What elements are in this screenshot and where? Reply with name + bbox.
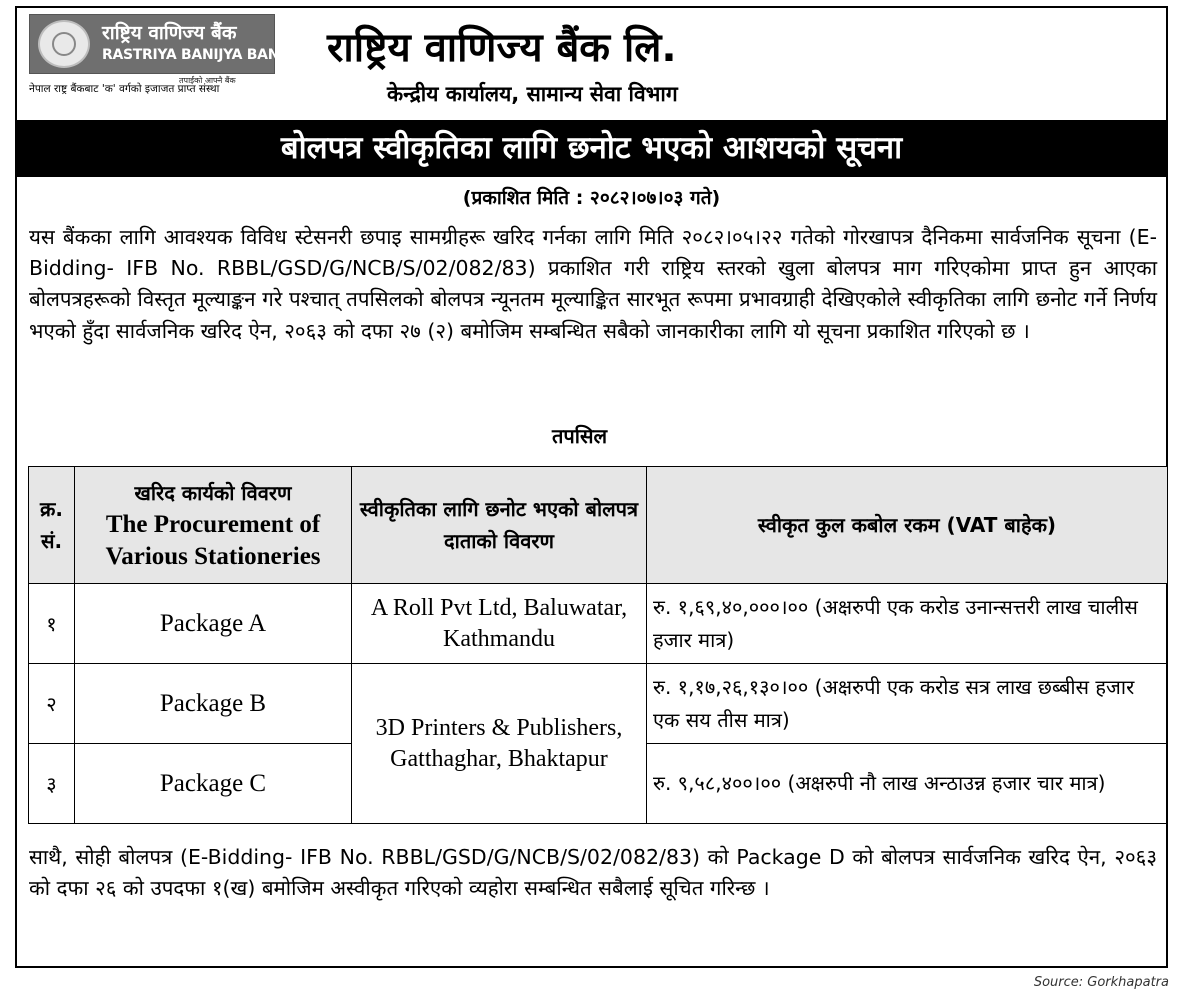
row-amount: रु. १,१७,२६,१३०।०० (अक्षरुपी एक करोड सत्र लाख छब्बीस हजार एक सय तीस मात्र)	[647, 664, 1168, 744]
logo-motto: तपाईंको आफ्नै बैंक	[179, 76, 236, 85]
bank-name: राष्ट्रिय वाणिज्य बैंक लि.	[327, 25, 677, 71]
row-amount: रु. ९,५८,४००।०० (अक्षरुपी नौ लाख अन्ठाउन्न हजार चार मात्र)	[647, 744, 1168, 824]
row-amount: रु. १,६९,४०,०००।०० (अक्षरुपी एक करोड उनान्सत्तरी लाख चालीस हजार मात्र)	[647, 584, 1168, 664]
notice-body: यस बैंकका लागि आवश्यक विविध स्टेसनरी छपाइ सामग्रीहरू खरिद गर्नका लागि मिति २०८२।०५।२२ गतेको गोरखापत्र दैनिकमा सार्वजनिक सूचना (E-Bidding- IFB No. RBBL/GSD/G/NCB/S/02/082/83) प्रकाशित गरी राष्ट्रिय स्तरको खुला बोलपत्र माग गरिएकोमा प्राप्त हुन आएका बोलपत्रहरूको विस्तृत मूल्याङ्कन गरे पश्चात् तपसिलको बोलपत्र न्यूनतम मूल्याङ्कित सारभूत रूपमा प्रभावग्राही देखिएकोले स्वीकृतिका लागि छनोट गर्ने निर्णय भएको हुँदा सार्वजनिक खरिद ऐन, २०६३ को दफा २७ (२) बमोजिम सम्बन्धित सबैको जानकारीका लागि यो सूचना प्रकाशित गरिएको छ ।	[29, 225, 1157, 343]
header-description-en: The Procurement of Various Stationeries	[105, 511, 321, 570]
published-date: (प्रकाशित मिति : २०८२।०७।०३ गते)	[462, 187, 721, 209]
row-package: Package B	[75, 664, 352, 744]
row-package: Package A	[75, 584, 352, 664]
header-description-np: खरिद कार्यको विवरण	[134, 481, 292, 505]
table-row	[29, 584, 1168, 664]
row-sn: ३	[29, 744, 75, 824]
bank-emblem-icon	[38, 20, 90, 68]
logo-banner	[29, 14, 290, 74]
row-sn: १	[29, 584, 75, 664]
table-header-row	[29, 467, 1168, 584]
bank-logo	[29, 14, 290, 95]
header-bidder: स्वीकृतिका लागि छनोट भएको बोलपत्र दाताको विवरण	[352, 467, 647, 584]
table-row	[29, 664, 1168, 744]
license-note: नेपाल राष्ट्र बैंकबाट 'क' वर्गको इजाजत प्राप्त संस्था	[29, 83, 220, 95]
header-sn: क्र. सं.	[29, 467, 75, 584]
office-name: केन्द्रीय कार्यालय, सामान्य सेवा विभाग	[387, 82, 678, 106]
row-bidder: A Roll Pvt Ltd, Baluwatar, Kathmandu	[352, 584, 647, 664]
schedule-heading: तपसिल	[552, 424, 608, 448]
award-table	[28, 466, 1168, 824]
row-bidder: 3D Printers & Publishers, Gatthaghar, Bhaktapur	[352, 664, 647, 824]
notice-frame	[15, 6, 1168, 968]
logo-name-np: राष्ट्रिय वाणिज्य बैंक	[102, 22, 237, 44]
rejection-note: साथै, सोही बोलपत्र (E-Bidding- IFB No. RBBL/GSD/G/NCB/S/02/082/83) को Package D को बोलपत्र सार्वजनिक खरिद ऐन, २०६३ को दफा २६ को उपदफा १(ख) बमोजिम अस्वीकृत गरिएको व्यहोरा सम्बन्धित सबैलाई सूचित गरिन्छ ।	[29, 845, 1157, 901]
logo-name-en: RASTRIYA BANIJYA BANK	[102, 47, 290, 63]
notice-title: बोलपत्र स्वीकृतिका लागि छनोट भएको आशयको सूचना	[17, 120, 1166, 177]
source-credit: Source: Gorkhapatra	[1033, 975, 1169, 990]
row-package: Package C	[75, 744, 352, 824]
row-sn: २	[29, 664, 75, 744]
header-description	[75, 467, 352, 584]
header-amount: स्वीकृत कुल कबोल रकम (VAT बाहेक)	[647, 467, 1168, 584]
